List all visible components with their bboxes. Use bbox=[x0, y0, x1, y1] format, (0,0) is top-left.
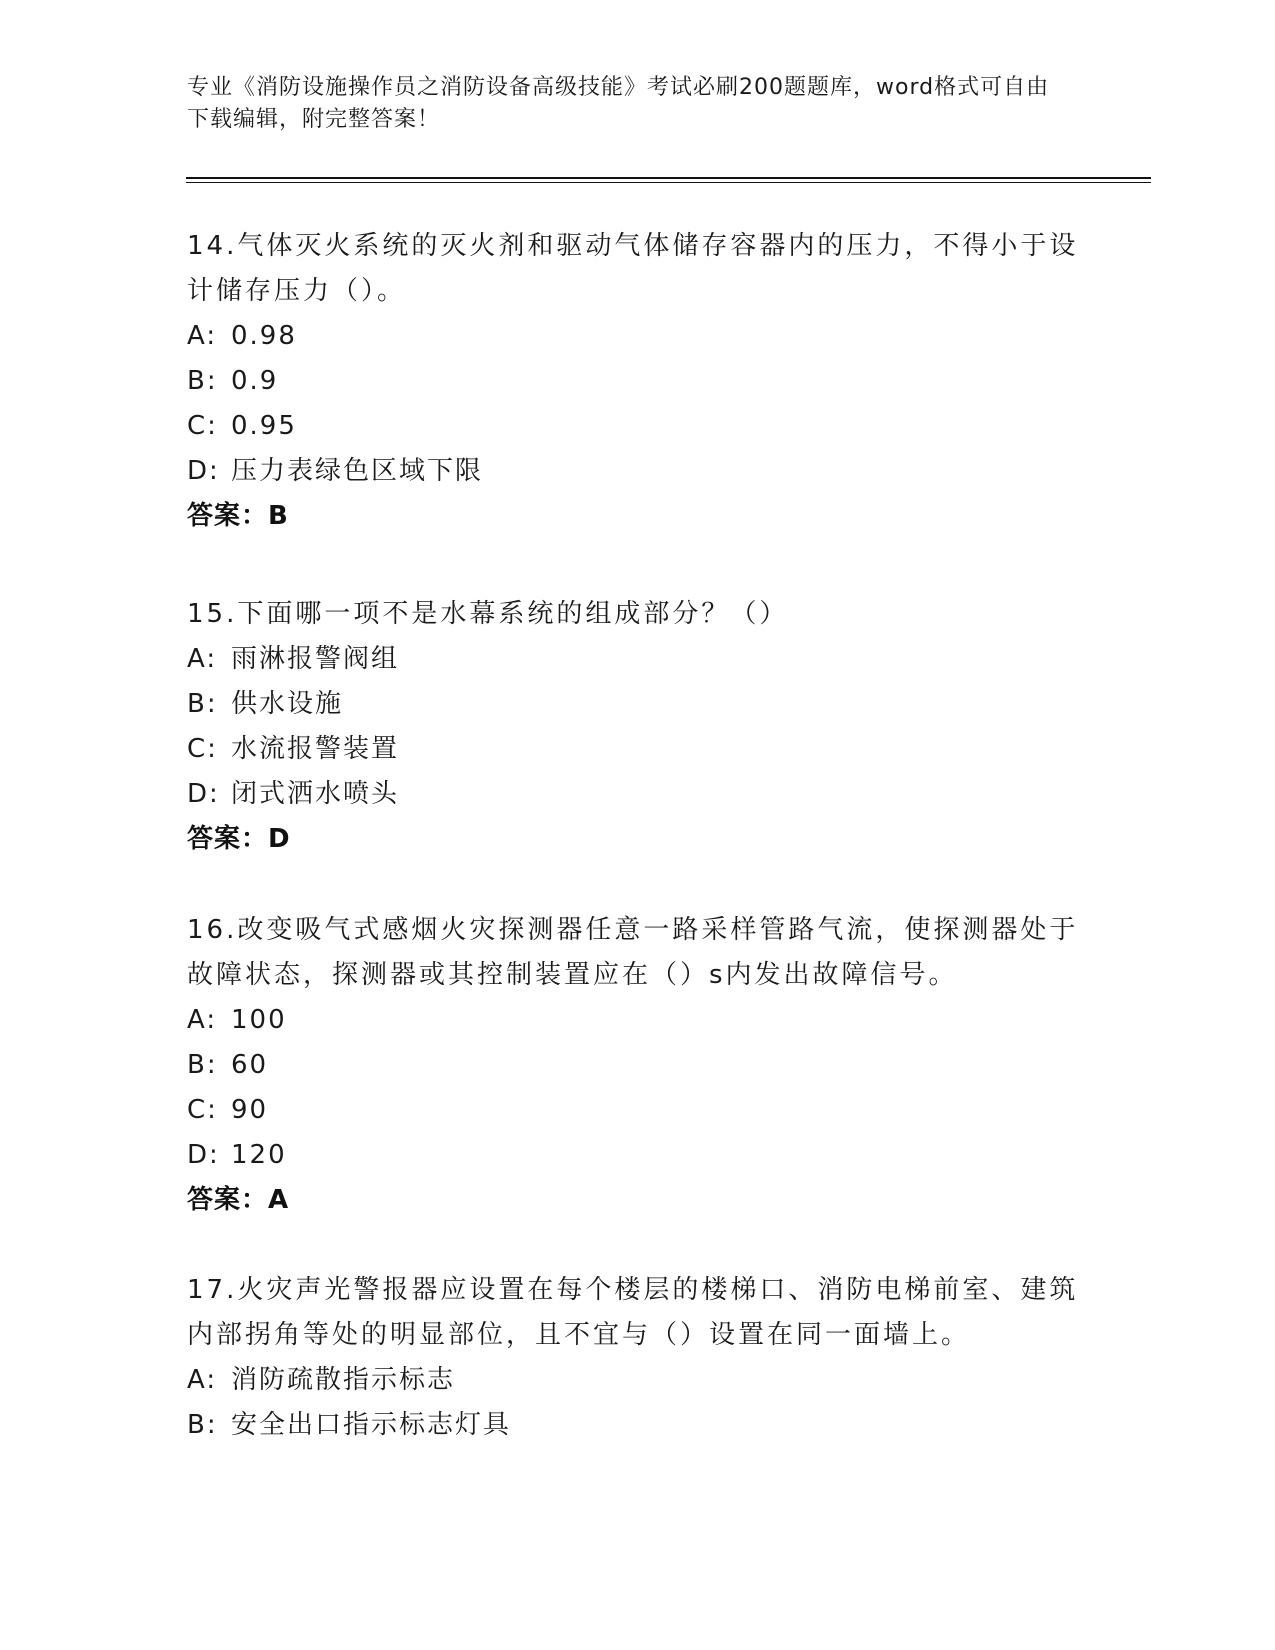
option-d bbox=[187, 449, 1087, 494]
option-a bbox=[187, 1358, 1087, 1403]
option-text: 60 bbox=[231, 1050, 269, 1080]
option-text: 0.95 bbox=[231, 411, 297, 441]
question-stem: 14.气体灭火系统的灭火剂和驱动气体储存容器内的压力，不得小于设计储存压力（）。 bbox=[187, 231, 1079, 306]
option-text: 供水设施 bbox=[231, 689, 344, 719]
option-c bbox=[187, 727, 1087, 772]
question-stem: 15.下面哪一项不是水幕系统的组成部分？（） bbox=[187, 599, 789, 629]
option-key: C: bbox=[187, 411, 218, 441]
option-c bbox=[187, 1088, 1087, 1133]
answer-line: 答案：B bbox=[187, 501, 289, 531]
option-text: 水流报警装置 bbox=[231, 734, 400, 764]
option-key: D: bbox=[187, 456, 220, 486]
option-key: B: bbox=[187, 1410, 218, 1440]
option-text: 0.9 bbox=[231, 366, 279, 396]
option-text: 闭式洒水喷头 bbox=[231, 779, 400, 809]
option-b bbox=[187, 1403, 1087, 1448]
option-b bbox=[187, 1043, 1087, 1088]
question-14 bbox=[187, 224, 1087, 539]
option-text: 100 bbox=[231, 1005, 287, 1035]
option-key: D: bbox=[187, 779, 220, 809]
option-key: D: bbox=[187, 1140, 220, 1170]
option-text: 压力表绿色区域下限 bbox=[231, 456, 484, 486]
option-a bbox=[187, 314, 1087, 359]
option-text: 0.98 bbox=[231, 321, 297, 351]
header-divider bbox=[186, 177, 1151, 179]
option-b bbox=[187, 682, 1087, 727]
option-c bbox=[187, 404, 1087, 449]
option-d bbox=[187, 772, 1087, 817]
option-a bbox=[187, 998, 1087, 1043]
question-stem: 16.改变吸气式感烟火灾探测器任意一路采样管路气流，使探测器处于故障状态，探测器或其控制装置应在（）s内发出故障信号。 bbox=[187, 915, 1079, 990]
option-key: A: bbox=[187, 1365, 218, 1395]
option-key: A: bbox=[187, 1005, 218, 1035]
question-15 bbox=[187, 592, 1087, 862]
header-divider-thin bbox=[186, 182, 1151, 183]
answer-line: 答案：D bbox=[187, 824, 291, 854]
option-text: 120 bbox=[231, 1140, 287, 1170]
option-key: C: bbox=[187, 1095, 218, 1125]
option-key: B: bbox=[187, 366, 218, 396]
option-key: B: bbox=[187, 689, 218, 719]
question-stem: 17.火灾声光警报器应设置在每个楼层的楼梯口、消防电梯前室、建筑内部拐角等处的明显部位，且不宜与（）设置在同一面墙上。 bbox=[187, 1275, 1079, 1350]
document-header: 专业《消防设施操作员之消防设备高级技能》考试必刷200题题库，word格式可自由下载编辑，附完整答案！ bbox=[187, 75, 1050, 132]
option-key: A: bbox=[187, 644, 218, 674]
option-text: 90 bbox=[231, 1095, 269, 1125]
answer-line: 答案：A bbox=[187, 1185, 290, 1215]
option-text: 消防疏散指示标志 bbox=[231, 1365, 456, 1395]
question-16 bbox=[187, 908, 1087, 1223]
option-key: B: bbox=[187, 1050, 218, 1080]
option-text: 安全出口指示标志灯具 bbox=[231, 1410, 512, 1440]
option-key: C: bbox=[187, 734, 218, 764]
option-text: 雨淋报警阀组 bbox=[231, 644, 400, 674]
option-key: A: bbox=[187, 321, 218, 351]
option-b bbox=[187, 359, 1087, 404]
question-17 bbox=[187, 1268, 1087, 1448]
option-a bbox=[187, 637, 1087, 682]
option-d bbox=[187, 1133, 1087, 1178]
